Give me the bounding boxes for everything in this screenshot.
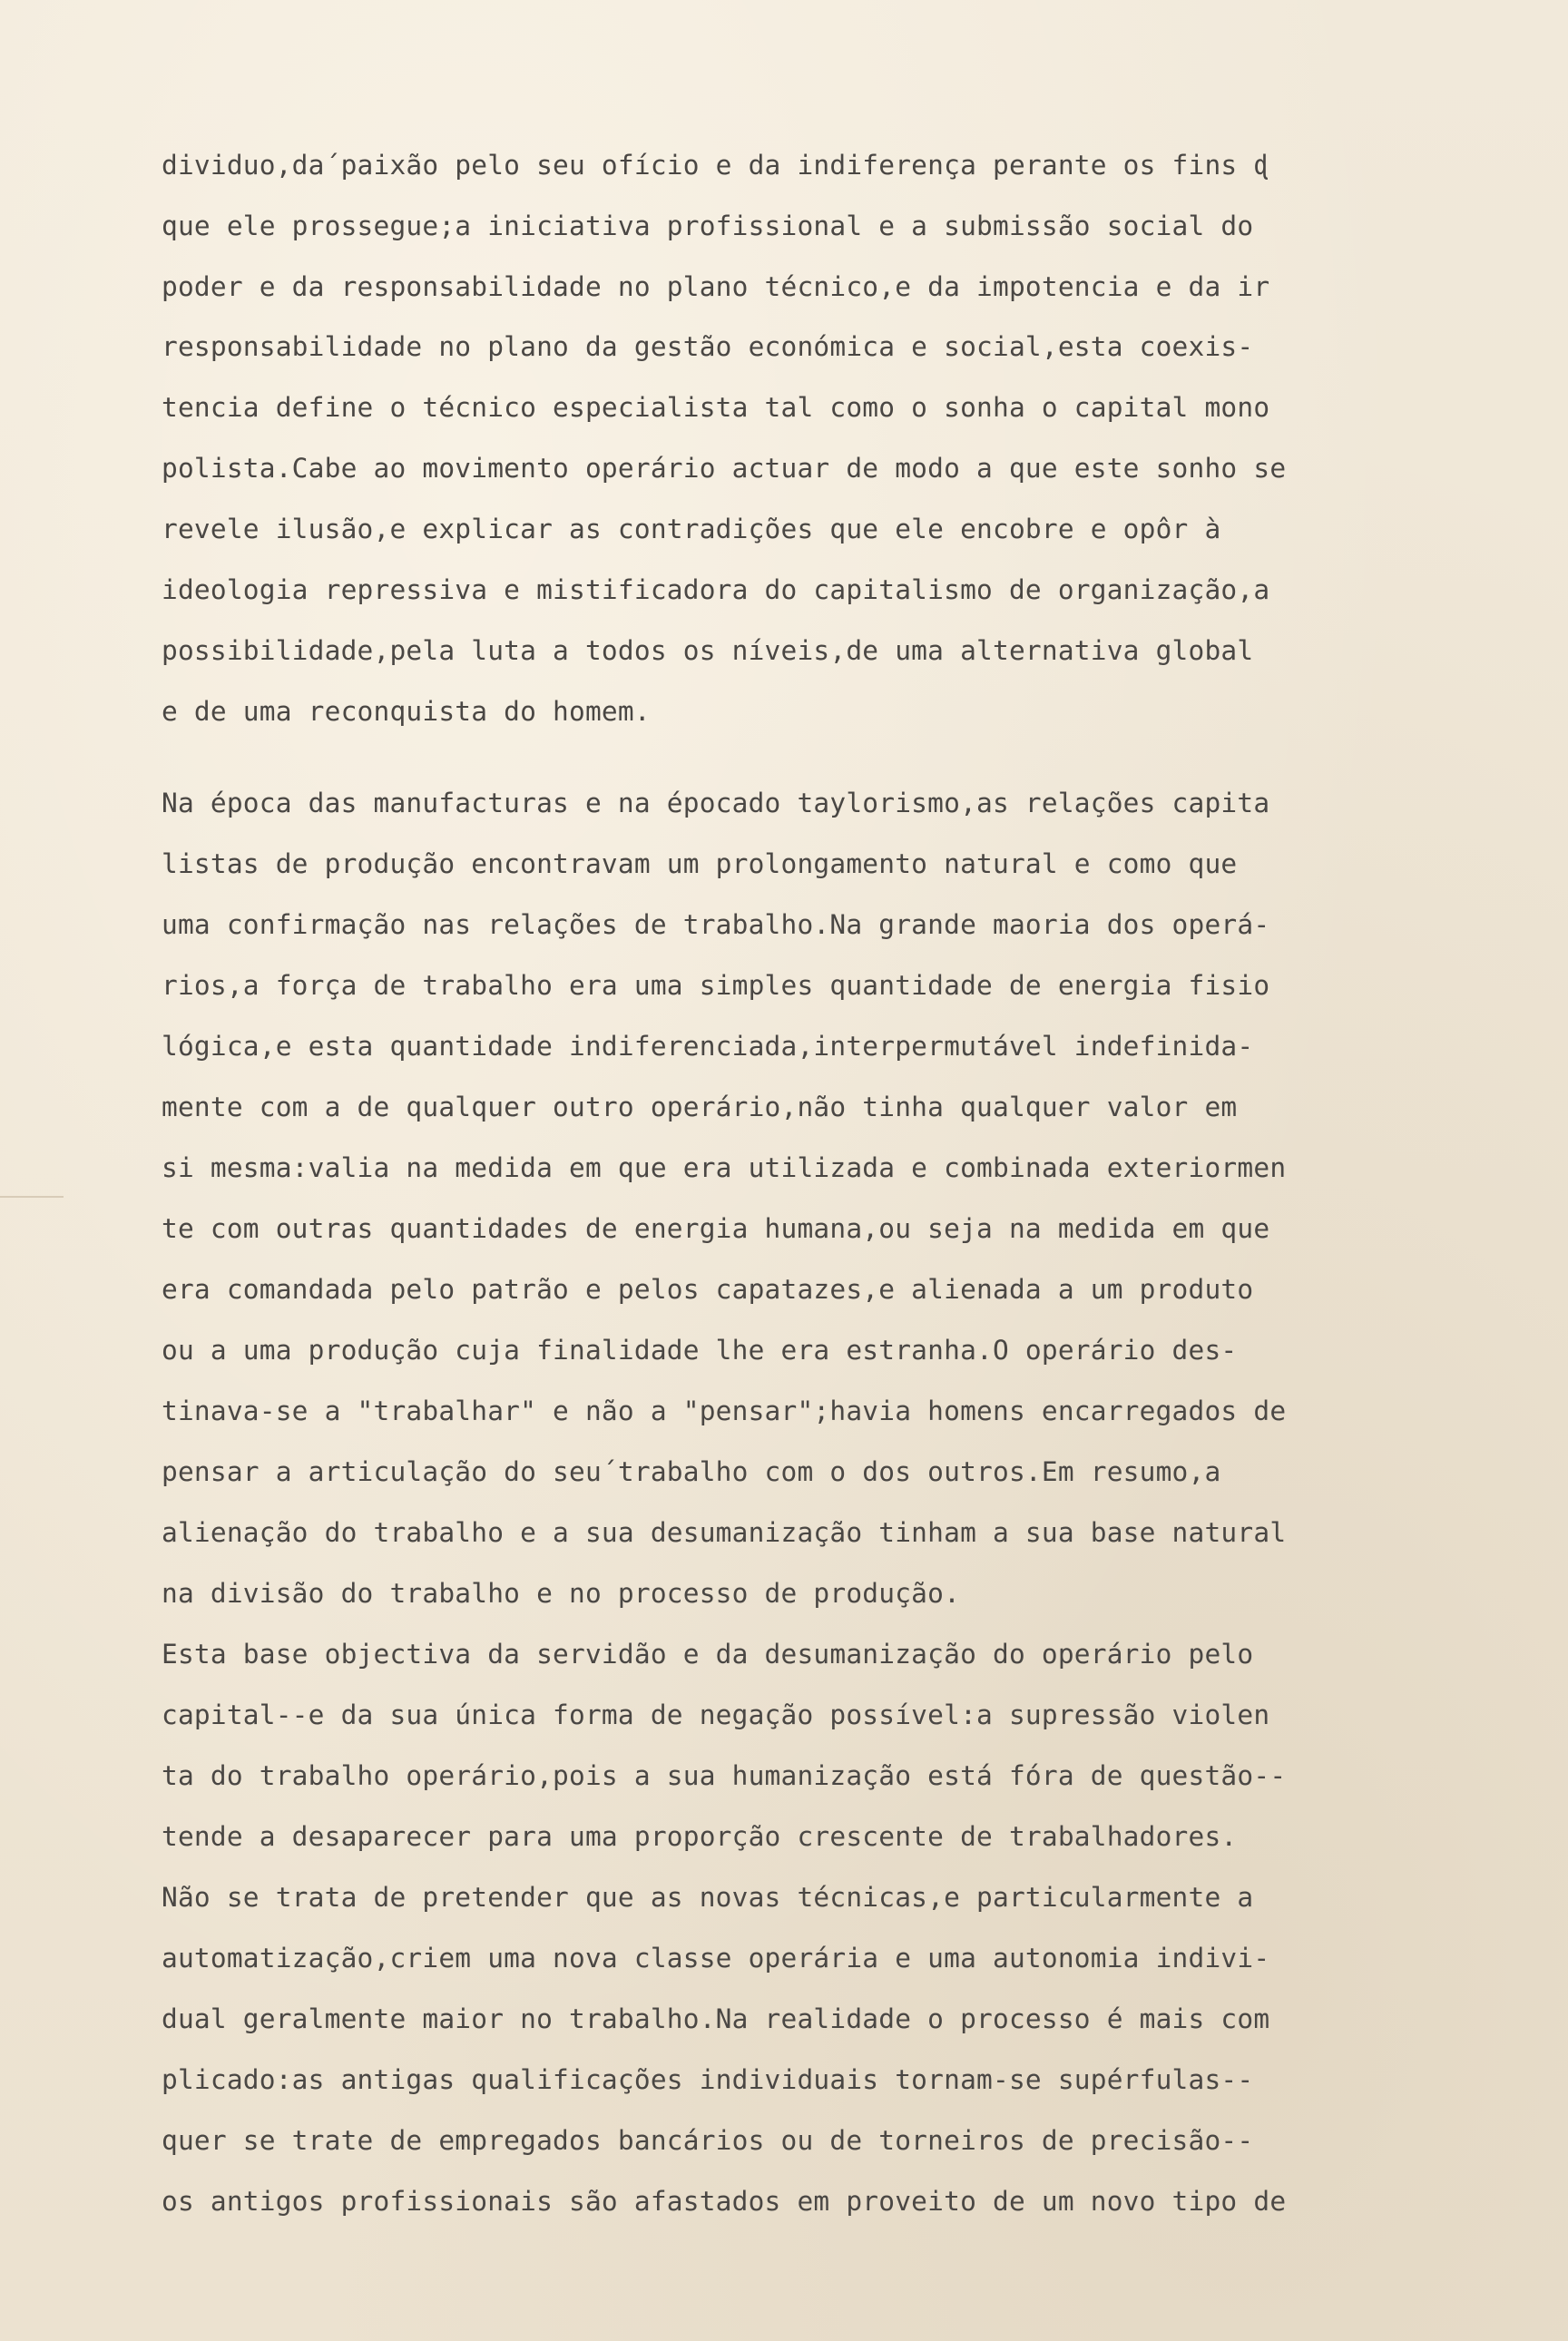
text-line: e de uma reconquista do homem. bbox=[162, 696, 651, 727]
text-line: plicado:as antigas qualificações individuais tornam-se supérfulas-- bbox=[162, 2064, 1254, 2095]
text-line: ideologia repressiva e mistificadora do capitalismo de organização,a bbox=[162, 574, 1270, 605]
text-line: Não se trata de pretender que as novas técnicas,e particularmente a bbox=[162, 1882, 1254, 1913]
text-line: tende a desaparecer para uma proporção crescente de trabalhadores. bbox=[162, 1821, 1238, 1852]
text-line: quer se trate de empregados bancários ou de torneiros de precisão-- bbox=[162, 2125, 1254, 2156]
text-line: responsabilidade no plano da gestão económica e social,esta coexis- bbox=[162, 331, 1254, 362]
text-line: rios,a força de trabalho era uma simples quantidade de energia fisio bbox=[162, 970, 1270, 1001]
text-line: revele ilusão,e explicar as contradições que ele encobre e opôr à bbox=[162, 514, 1221, 544]
typewritten-text bbox=[162, 0, 1432, 2217]
text-line: tencia define o técnico especialista tal como o sonha o capital mono bbox=[162, 392, 1270, 423]
text-line: lógica,e esta quantidade indiferenciada,interpermutável indefinida- bbox=[162, 1031, 1254, 1062]
text-line: Esta base objectiva da servidão e da desumanização do operário pelo bbox=[162, 1639, 1254, 1670]
text-line: si mesma:valia na medida em que era utilizada e combinada exteriormen bbox=[162, 1152, 1287, 1183]
paper-fold-mark bbox=[0, 1196, 64, 1198]
text-line: que ele prossegue;a iniciativa profissional e a submissão social do bbox=[162, 211, 1254, 241]
text-line: dividuo,da´paixão pelo seu ofício e da indiferença perante os fins ɖ bbox=[162, 150, 1270, 181]
text-line: na divisão do trabalho e no processo de produção. bbox=[162, 1578, 961, 1609]
text-line: automatização,criem uma nova classe operária e uma autonomia indivi- bbox=[162, 1943, 1270, 1974]
text-line: Na época das manufacturas e na épocado taylorismo,as relações capita bbox=[162, 788, 1270, 818]
text-line: mente com a de qualquer outro operário,não tinha qualquer valor em bbox=[162, 1092, 1238, 1122]
text-line: te com outras quantidades de energia humana,ou seja na medida em que bbox=[162, 1213, 1270, 1244]
text-line: pensar a articulação do seu´trabalho com o dos outros.Em resumo,a bbox=[162, 1456, 1221, 1487]
text-line: poder e da responsabilidade no plano técnico,e da impotencia e da ir bbox=[162, 271, 1270, 302]
text-line: polista.Cabe ao movimento operário actuar de modo a que este sonho se bbox=[162, 453, 1287, 484]
text-line: dual geralmente maior no trabalho.Na realidade o processo é mais com bbox=[162, 2003, 1270, 2034]
text-line: os antigos profissionais são afastados em proveito de um novo tipo de bbox=[162, 2186, 1287, 2217]
text-line: ta do trabalho operário,pois a sua humanização está fóra de questão-- bbox=[162, 1760, 1287, 1791]
text-line: uma confirmação nas relações de trabalho.Na grande maoria dos operá- bbox=[162, 909, 1270, 940]
text-line: possibilidade,pela luta a todos os níveis,de uma alternativa global bbox=[162, 635, 1254, 666]
text-line: listas de produção encontravam um prolongamento natural e como que bbox=[162, 848, 1238, 879]
text-line: era comandada pelo patrão e pelos capatazes,e alienada a um produto bbox=[162, 1274, 1254, 1305]
text-line: alienação do trabalho e a sua desumanização tinham a sua base natural bbox=[162, 1517, 1287, 1548]
text-line: tinava-se a "trabalhar" e não a "pensar";havia homens encarregados de bbox=[162, 1396, 1287, 1426]
text-line: ou a uma produção cuja finalidade lhe era estranha.O operário des- bbox=[162, 1335, 1238, 1366]
text-line: capital--e da sua única forma de negação possível:a supressão violen bbox=[162, 1699, 1270, 1730]
